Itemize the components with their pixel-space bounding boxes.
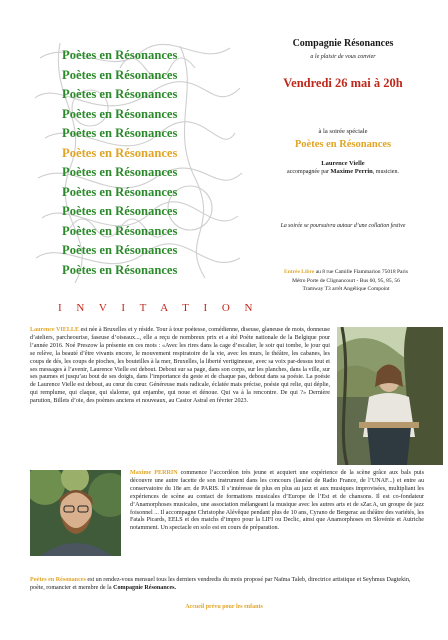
kids-note: Accueil prévu pour les enfants xyxy=(185,604,263,610)
venue-metro: Métro Porte de Clignancourt - Bus 60, 95, 85, 56 xyxy=(292,277,400,284)
stack-title-item: Poètes en Résonances xyxy=(62,48,178,62)
show-title: Poètes en Résonances xyxy=(294,139,392,150)
musician-name: Maxime Perrin xyxy=(330,168,373,175)
stack-title-item: Poètes en Résonances xyxy=(62,223,178,238)
bio-maxime xyxy=(130,470,424,533)
venue-address-line xyxy=(246,268,446,277)
stack-title-item: Poètes en Résonances xyxy=(62,243,178,257)
bio-maxime-text: commence l’accordéon très jeune et acquiert une expérience de la scène grâce aux bals puis découvre une autre facette de son instrument dans les concours (lauréat de Radio France, de l’UNAF...) et entre au conservatoire du 18e arr. de PARIS. Il s’intéresse de plus en plus au jazz et aux musiques improvisées, multipliant les expériences de scène au contact de formations musicales d’Europe de l’Est et de chansons. Il est co-fondateur d’Anamorphoses musicales, une association mélangeant la musique avec les autres arts et de sZar.A, un groupe de jazz foisonnel ... Il accompagne Christophe Alévêque pendant plus de 10 ans, Cyrano de Bergerac au théâtre des variétés, les Fatals Picards, EELS et des matchs d’impro pour la LIFI ou Declic, ainsi que Anamorphoses en Slovénie et Autriche notamment. Un spectacle en solo est en cours de préparation. xyxy=(130,470,424,532)
event-date: Vendredi 26 mai à 20h xyxy=(283,76,403,90)
stack-title-item: Poètes en Résonances xyxy=(62,126,178,140)
bio-maxime-name: Maxime PERRIN xyxy=(130,470,178,476)
entree-libre: Entrée Libre xyxy=(284,269,315,275)
accompaniment-line xyxy=(248,168,438,175)
bio-laurence-text: est née à Bruxelles et y réside. Tour à tour poétesse, comédienne, diseuse, glaneuse de mots, donneuse d’ateliers, parcheourise, faseuse d’oiseaux..., elle a reçu de nombreux prix et a été Poète nationale de la Belgique pour l’année 2016. Noé Preszow la présente en ces mots : «Avec les rires dans la cage d’escalier, le soir qui tombe, le jour qui se relève, la beauté d’être vivants encore, le mouvement respiratoire de la vie, avec les murs, le théâtre, les cabanes, les coups de dés, les coups de pioches, les bouteilles à la mer, Bruxelles, la liberté vertigineuse, avec sa voix par-dessus tout et ses messages à l’avenir, Laurence Vielle est debout. Debout sur sa page, dans son corps, sur les planches, dans la ville, sur ses paumes et jusqu’au bout de ses doigts, dans l’importance du geste et de chaque pas, debout dans sa poésie. La poésie de Laurence Vielle est debout, au cœur du cœur. Généreuse mais radicale, éclatée mais précise, poésie qui relie, qui déplie, qui remplume, qui claque, qui slalome, qui enjambe, qui noue et dénoue. Qui va à la rencontre. De qui ?» Dernière parution, Billets d’oie, des poèmes anciens et nouveaux, au Castor Astral en février 2023. xyxy=(30,327,330,405)
footer-paragraph xyxy=(30,577,420,593)
stack-title-item: Poètes en Résonances xyxy=(62,145,178,160)
stack-title-item: Poètes en Résonances xyxy=(62,165,178,179)
photo-maxime xyxy=(30,470,121,556)
bio-laurence xyxy=(30,327,330,406)
evening-line: à la soirée spéciale xyxy=(318,128,368,135)
stack-title-item: Poètes en Résonances xyxy=(62,204,178,218)
footer-company: Compagnie Résonances. xyxy=(113,584,177,591)
invitation-heading: I N V I T A T I O N xyxy=(58,302,259,314)
footer-lead: Poètes en Résonances xyxy=(30,577,86,583)
collation-note: La soirée se poursuivra autour d’une collation festive xyxy=(280,223,406,229)
musician-suffix: , musicien. xyxy=(372,169,399,175)
event-header xyxy=(248,38,438,229)
stack-title-item: Poètes en Résonances xyxy=(62,106,178,121)
title-stack xyxy=(30,38,230,298)
stack-title-item: Poètes en Résonances xyxy=(62,67,178,82)
stack-title-item: Poètes en Résonances xyxy=(62,184,178,199)
venue-tram: Tramway T3 arrêt Angélique Compoint xyxy=(302,286,390,292)
stack-title-item: Poètes en Résonances xyxy=(62,262,178,277)
title-list xyxy=(62,46,177,280)
venue-info xyxy=(246,268,446,294)
venue-address: au 8 rue Camille Flammarion 75018 Paris xyxy=(314,269,408,275)
company-name: Compagnie Résonances xyxy=(292,38,394,49)
pleasure-line: a le plaisir de vous convier xyxy=(310,54,376,60)
bio-laurence-name: Laurence VIELLE xyxy=(30,327,80,333)
footer-text: est un rendez-vous mensuel tous les derniers vendredis du mois proposé par Naïma Taleb, directrice artistique et Seyhmus Dagtekin, poète, romancier et membre de la xyxy=(30,577,411,591)
accompanied-prefix: accompagnée par xyxy=(287,169,329,175)
photo-laurence xyxy=(337,327,443,465)
artist-name: Laurence Vielle xyxy=(321,160,365,167)
stack-title-item: Poètes en Résonances xyxy=(62,87,178,101)
